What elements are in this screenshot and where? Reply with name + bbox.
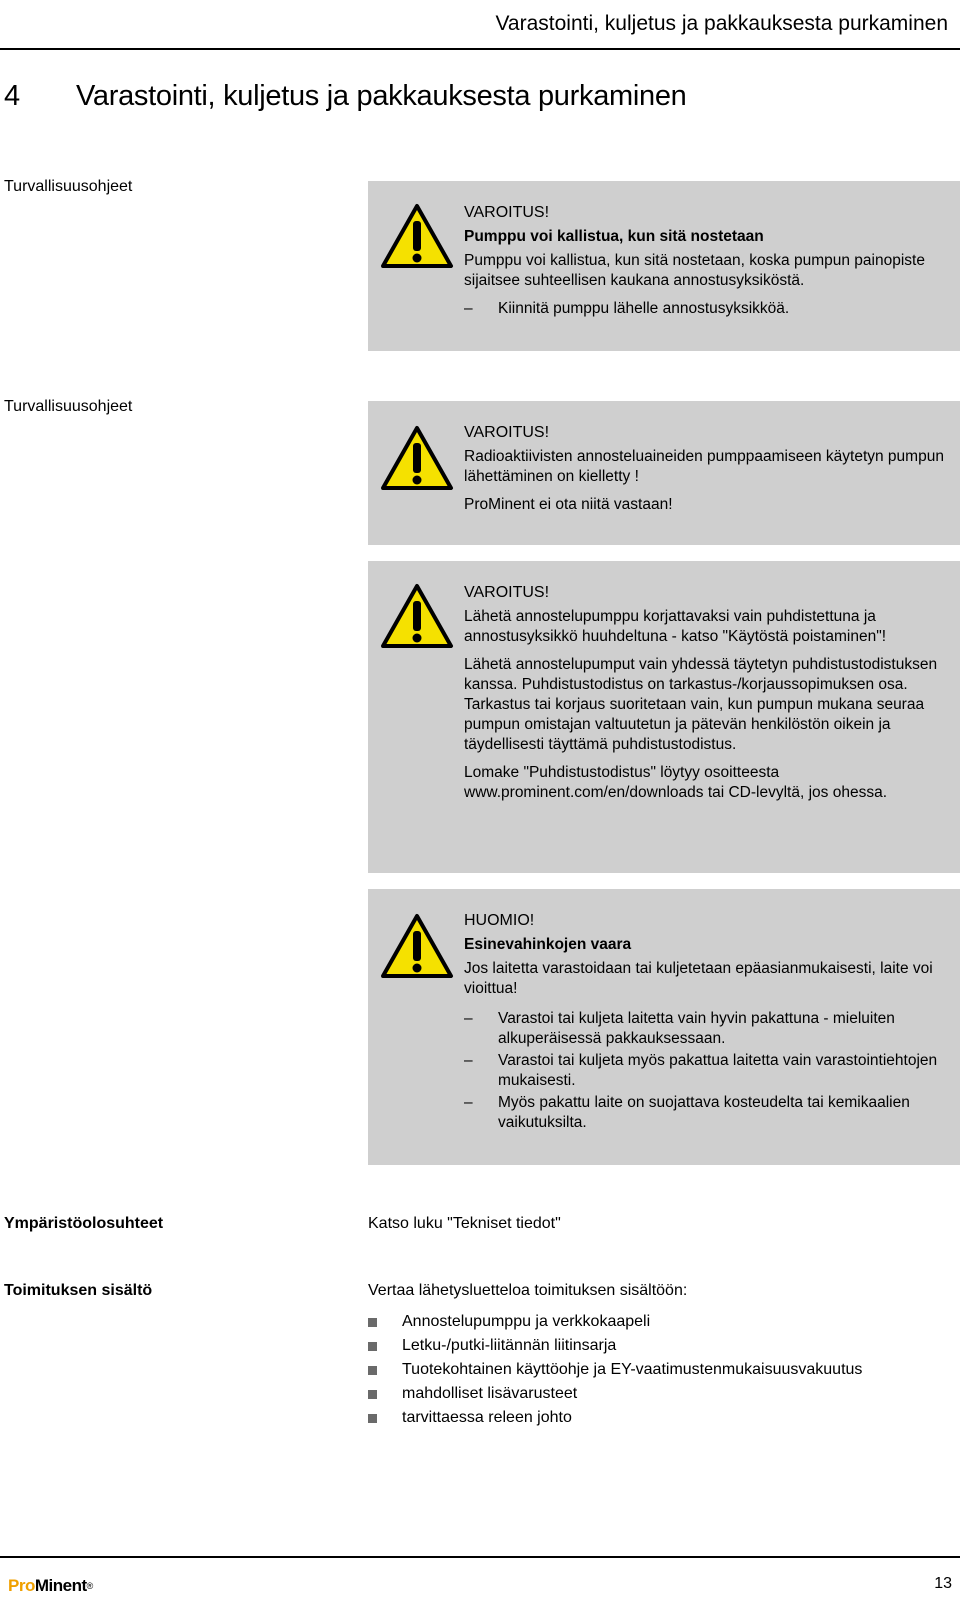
side-label-safety-2: Turvallisuusohjeet <box>4 398 133 415</box>
hazard-text-2: ProMinent ei ota niitä vastaan! <box>464 496 673 513</box>
hazard-text: Radioaktiivisten annosteluaineiden pumppaamiseen käytetyn pumpun lähettäminen on kielletty ! <box>464 448 944 485</box>
delivery-list <box>368 1310 862 1430</box>
action-list <box>464 299 946 319</box>
hazard-text: Jos laitetta varastoidaan tai kuljetetaan epäasianmukaisesti, laite voi vioittua! <box>464 960 933 997</box>
hazard-text-2: Lähetä annostelupumput vain yhdessä täytetyn puhdistustodistuksen kanssa. Puhdistustodistus on tarkastus-/korjaussopimuksen osa. Tarkastus tai korjaus suoritetaan vain, kun pumpun mukana seuraa pumpun omistajan valtuutetun ja pätevän henkilöstön oikein ja täydellisesti täyttämä puhdistustodistus. <box>464 656 938 753</box>
logo-pro: Pro <box>8 1576 35 1595</box>
list-item: Tuotekohtainen käyttöohje ja EY-vaatimustenmukaisuusvakuutus <box>368 1358 862 1382</box>
side-label-delivery: Toimituksen sisältö <box>4 1282 153 1299</box>
notice-box-content <box>464 911 946 1135</box>
delivery-intro: Vertaa lähetysluetteloa toimituksen sisältöön: <box>368 1282 688 1299</box>
warning-triangle-icon <box>380 583 454 649</box>
warning-box-radioactive <box>368 401 960 545</box>
prominent-logo <box>8 1576 93 1596</box>
environment-text: Katso luku "Tekniset tiedot" <box>368 1215 561 1232</box>
page-number: 13 <box>934 1575 952 1592</box>
warning-box-content <box>464 203 946 321</box>
warning-triangle-icon <box>380 203 454 269</box>
logo-registered: ® <box>86 1581 93 1591</box>
chapter-title-text: Varastointi, kuljetus ja pakkauksesta purkaminen <box>76 80 687 112</box>
warning-triangle-icon <box>380 425 454 491</box>
side-label-safety-1: Turvallisuusohjeet <box>4 178 133 195</box>
side-label-environment: Ympäristöolosuhteet <box>4 1215 164 1232</box>
signal-word: VAROITUS! <box>464 584 550 601</box>
notice-box-damage <box>368 889 960 1165</box>
action-item: – Varastoi tai kuljeta laitetta vain hyvin pakattuna - mieluiten alkuperäisessä pakkauksessaan. <box>464 1009 946 1049</box>
running-header <box>0 0 960 50</box>
chapter-number: 4 <box>4 80 20 112</box>
signal-word: VAROITUS! <box>464 424 550 441</box>
running-header-title: Varastointi, kuljetus ja pakkauksesta purkaminen <box>495 12 948 35</box>
hazard-text-3: Lomake "Puhdistustodistus" löytyy osoitteesta www.prominent.com/en/downloads tai CD-levyltä, jos ohessa. <box>464 764 887 801</box>
signal-word: HUOMIO! <box>464 912 535 929</box>
logo-minent: Minent <box>34 1576 87 1595</box>
signal-word: VAROITUS! <box>464 204 550 221</box>
chapter-title <box>4 78 687 114</box>
warning-box-return <box>368 561 960 873</box>
action-item: – Varastoi tai kuljeta myös pakattua laitetta vain varastointiehtojen mukaisesti. <box>464 1051 946 1091</box>
hazard-text: Lähetä annostelupumppu korjattavaksi vain puhdistettuna ja annostusyksikkö huuhdeltuna - katso "Käytöstä poistaminen"! <box>464 608 886 645</box>
warning-box-tipping <box>368 181 960 351</box>
list-item: Annostelupumppu ja verkkokaapeli <box>368 1310 862 1334</box>
action-item: – Kiinnitä pumppu lähelle annostusyksikköä. <box>464 299 946 319</box>
list-item: tarvittaessa releen johto <box>368 1406 862 1430</box>
warning-triangle-icon <box>380 913 454 979</box>
warning-box-content <box>464 583 946 803</box>
hazard-heading: Esinevahinkojen vaara <box>464 936 632 953</box>
list-item: mahdolliset lisävarusteet <box>368 1382 862 1406</box>
action-list <box>464 1009 946 1133</box>
warning-box-content <box>464 423 946 515</box>
action-item: – Myös pakattu laite on suojattava kosteudelta tai kemikaalien vaikutuksilta. <box>464 1093 946 1133</box>
list-item: Letku-/putki-liitännän liitinsarja <box>368 1334 862 1358</box>
hazard-text: Pumppu voi kallistua, kun sitä nostetaan, koska pumpun painopiste sijaitsee suhteellisen kaukana annostusyksiköstä. <box>464 252 925 289</box>
footer-rule <box>0 1556 960 1558</box>
hazard-heading: Pumppu voi kallistua, kun sitä nostetaan <box>464 228 764 245</box>
